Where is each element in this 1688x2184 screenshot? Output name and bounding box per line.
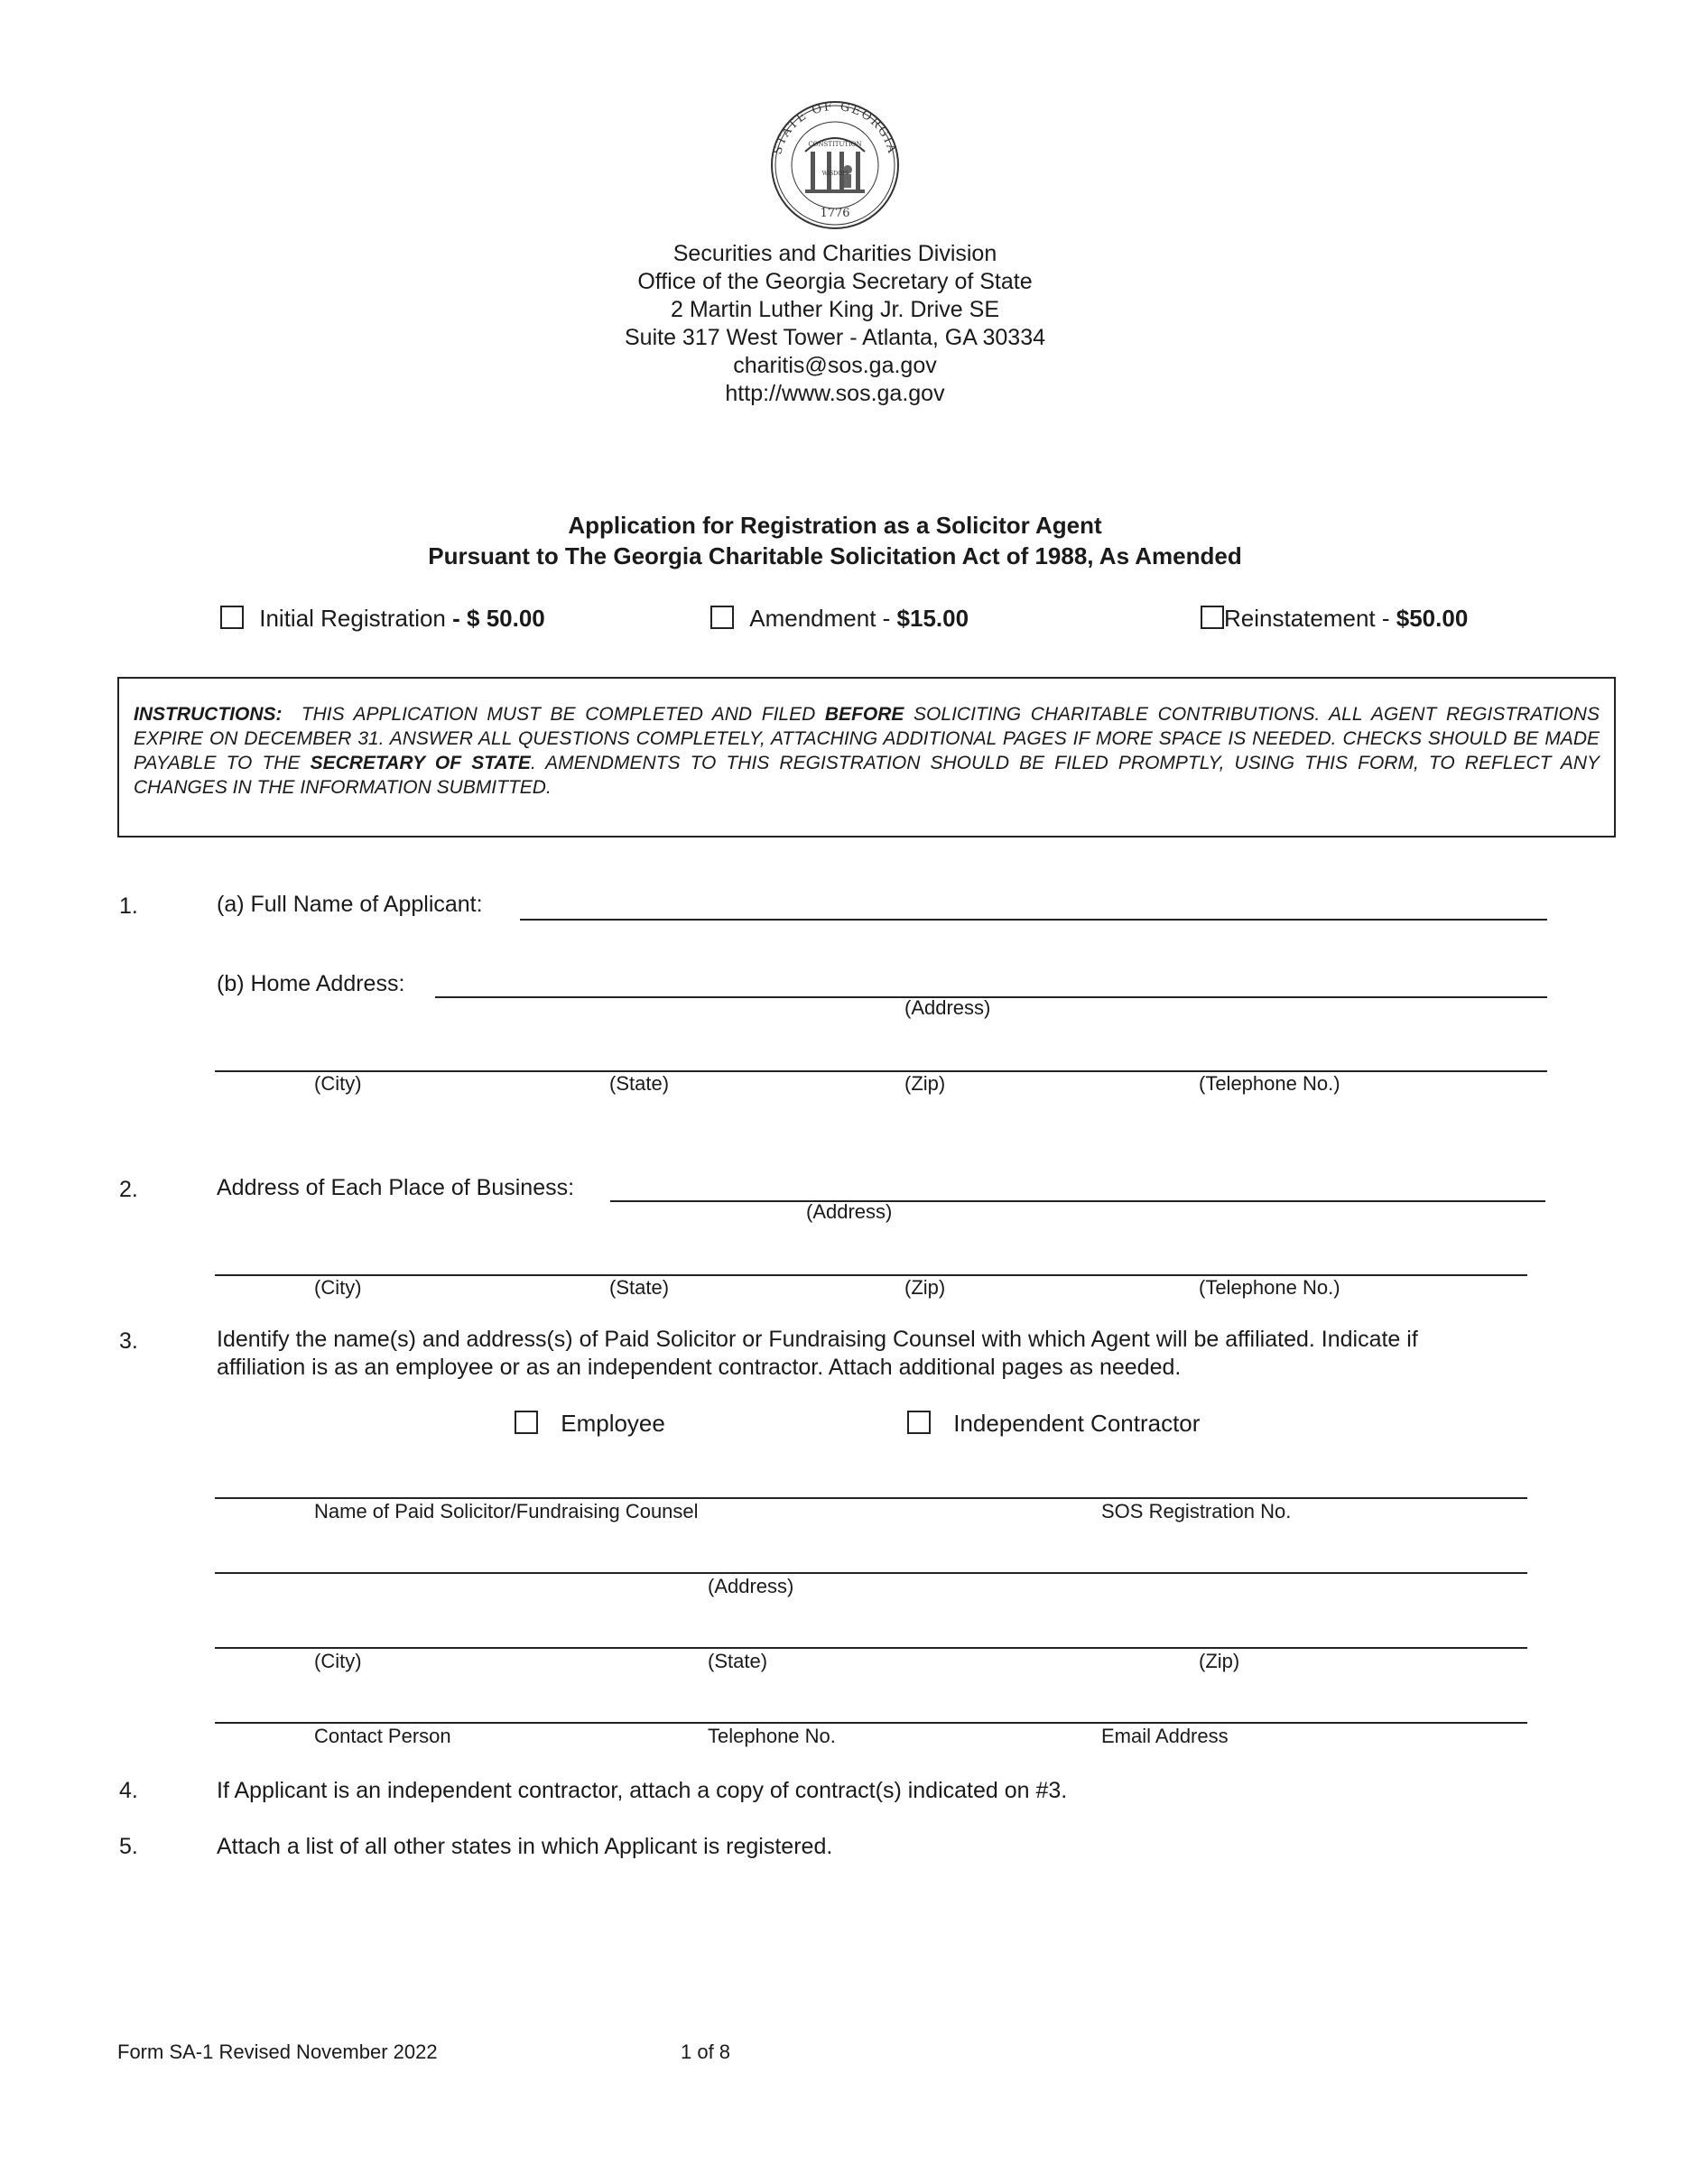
amendment-fee: $15.00 xyxy=(896,605,969,632)
q3-contact-caption: Contact Person xyxy=(314,1725,451,1747)
home-city-state-zip-field[interactable] xyxy=(215,1070,1547,1072)
seal-year: 1776 xyxy=(820,207,850,220)
amendment-label: Amendment - xyxy=(749,605,891,632)
checkbox-amendment[interactable] xyxy=(710,606,734,629)
q1-phone-caption: (Telephone No.) xyxy=(1199,1072,1340,1095)
initial-fee: - $ 50.00 xyxy=(452,605,545,632)
title-line-2: Pursuant to The Georgia Charitable Solicitation Act of 1988, As Amended xyxy=(428,542,1242,569)
header-suite: Suite 317 West Tower - Atlanta, GA 30334 xyxy=(624,325,1046,350)
q2-phone-caption: (Telephone No.) xyxy=(1199,1276,1340,1299)
footer-form-revision: Form SA-1 Revised November 2022 xyxy=(117,2041,438,2063)
home-address-field[interactable] xyxy=(435,996,1547,998)
option-reinstatement xyxy=(1201,605,1468,633)
instructions-part-1: THIS APPLICATION MUST BE COMPLETED AND FILED xyxy=(301,704,816,725)
header-division: Securities and Charities Division xyxy=(672,241,997,266)
instructions-label: INSTRUCTIONS: xyxy=(134,704,283,725)
employee-label: Employee xyxy=(561,1410,665,1437)
paid-solicitor-city-state-zip-field[interactable] xyxy=(215,1647,1527,1649)
q3-text-line-2: affiliation is as an employee or as an independent contractor. Attach additional pages as needed. xyxy=(217,1355,1182,1380)
q1a-label: (a) Full Name of Applicant: xyxy=(217,892,483,917)
q1-city-caption: (City) xyxy=(314,1072,362,1095)
checkbox-employee[interactable] xyxy=(515,1411,538,1434)
header-website: http://www.sos.ga.gov xyxy=(725,381,945,406)
q1-state-caption: (State) xyxy=(609,1072,670,1095)
option-independent-contractor xyxy=(907,1410,1200,1438)
option-amendment xyxy=(710,605,969,633)
footer-page-number: 1 of 8 xyxy=(681,2041,731,2063)
seal-inner-text: CONSTITUTION xyxy=(808,141,862,148)
q3-phone-caption: Telephone No. xyxy=(708,1725,836,1747)
full-name-field[interactable] xyxy=(520,919,1547,921)
reinstatement-fee: $50.00 xyxy=(1396,605,1469,632)
q3-address-caption: (Address) xyxy=(708,1575,794,1597)
business-address-field[interactable] xyxy=(610,1200,1545,1202)
instructions-part-2: SOLICITING CHARITABLE CONTRIBUTIONS. ALL AGENT REGISTRATIONS EXPIRE ON DECEMBER 31. ANSWER ALL QUESTIONS COMPLETELY, ATTACHING ADDITIONAL PAGES IF MORE SPACE IS NEEDED. CHECKS SHOULD BE MADE PAYABLE TO THE xyxy=(134,704,1600,773)
header-street: 2 Martin Luther King Jr. Drive SE xyxy=(670,297,1000,322)
q2-state-caption: (State) xyxy=(609,1276,670,1299)
q2-zip-caption: (Zip) xyxy=(904,1276,946,1299)
q3-state-caption: (State) xyxy=(708,1650,768,1672)
checkbox-initial-registration[interactable] xyxy=(220,606,244,629)
q1-number: 1. xyxy=(119,893,138,919)
q3-registration-caption: SOS Registration No. xyxy=(1101,1500,1292,1522)
paid-solicitor-address-field[interactable] xyxy=(215,1572,1527,1574)
q3-name-caption: Name of Paid Solicitor/Fundraising Counsel xyxy=(314,1500,699,1522)
q3-text-line-1: Identify the name(s) and address(s) of Paid Solicitor or Fundraising Counsel with which Agent will be affiliated. Indicate if xyxy=(217,1327,1418,1352)
title-line-1: Application for Registration as a Solicitor Agent xyxy=(568,512,1102,539)
paid-solicitor-contact-field[interactable] xyxy=(215,1722,1527,1724)
q1b-label: (b) Home Address: xyxy=(217,971,405,996)
contractor-label: Independent Contractor xyxy=(953,1410,1201,1437)
checkbox-reinstatement[interactable] xyxy=(1201,606,1224,629)
q3-email-caption: Email Address xyxy=(1101,1725,1229,1747)
q3-city-caption: (City) xyxy=(314,1650,362,1672)
q3-number: 3. xyxy=(119,1328,138,1354)
q4-text: If Applicant is an independent contractor, attach a copy of contract(s) indicated on #3. xyxy=(217,1778,1068,1803)
instructions-sos: SECRETARY OF STATE xyxy=(310,753,531,773)
seal-banner: WISDOM xyxy=(821,171,849,177)
form-title xyxy=(0,510,1679,571)
q2-number: 2. xyxy=(119,1177,138,1202)
q1-zip-caption: (Zip) xyxy=(904,1072,946,1095)
q2-address-caption: (Address) xyxy=(806,1200,893,1223)
reinstatement-label: Reinstatement - xyxy=(1224,605,1390,632)
q2-label: Address of Each Place of Business: xyxy=(217,1175,575,1200)
q5-number: 5. xyxy=(119,1834,138,1859)
q5-text: Attach a list of all other states in which Applicant is registered. xyxy=(217,1834,833,1859)
instructions-box xyxy=(117,677,1616,838)
q4-number: 4. xyxy=(119,1778,138,1803)
seal-outer-text: STATE OF GEORGIA xyxy=(771,99,899,156)
option-initial-registration xyxy=(220,605,545,633)
checkbox-independent-contractor[interactable] xyxy=(907,1411,931,1434)
q2-city-caption: (City) xyxy=(314,1276,362,1299)
q3-zip-caption: (Zip) xyxy=(1199,1650,1240,1672)
initial-label: Initial Registration xyxy=(259,605,446,632)
georgia-state-seal xyxy=(760,99,910,231)
instructions-before: BEFORE xyxy=(824,704,904,725)
paid-solicitor-name-field[interactable] xyxy=(215,1497,1527,1499)
q1-address-caption: (Address) xyxy=(904,996,991,1019)
option-employee xyxy=(515,1410,665,1438)
header-address-block xyxy=(0,240,1679,408)
instructions-part-3: . AMENDMENTS TO THIS REGISTRATION SHOULD BE FILED PROMPTLY, USING THIS FORM, TO REFLECT ANY CHANGES IN THE INFORMATION SUBMITTED. xyxy=(134,753,1600,798)
header-email: charitis@sos.ga.gov xyxy=(733,353,937,378)
header-office: Office of the Georgia Secretary of State xyxy=(637,269,1033,294)
